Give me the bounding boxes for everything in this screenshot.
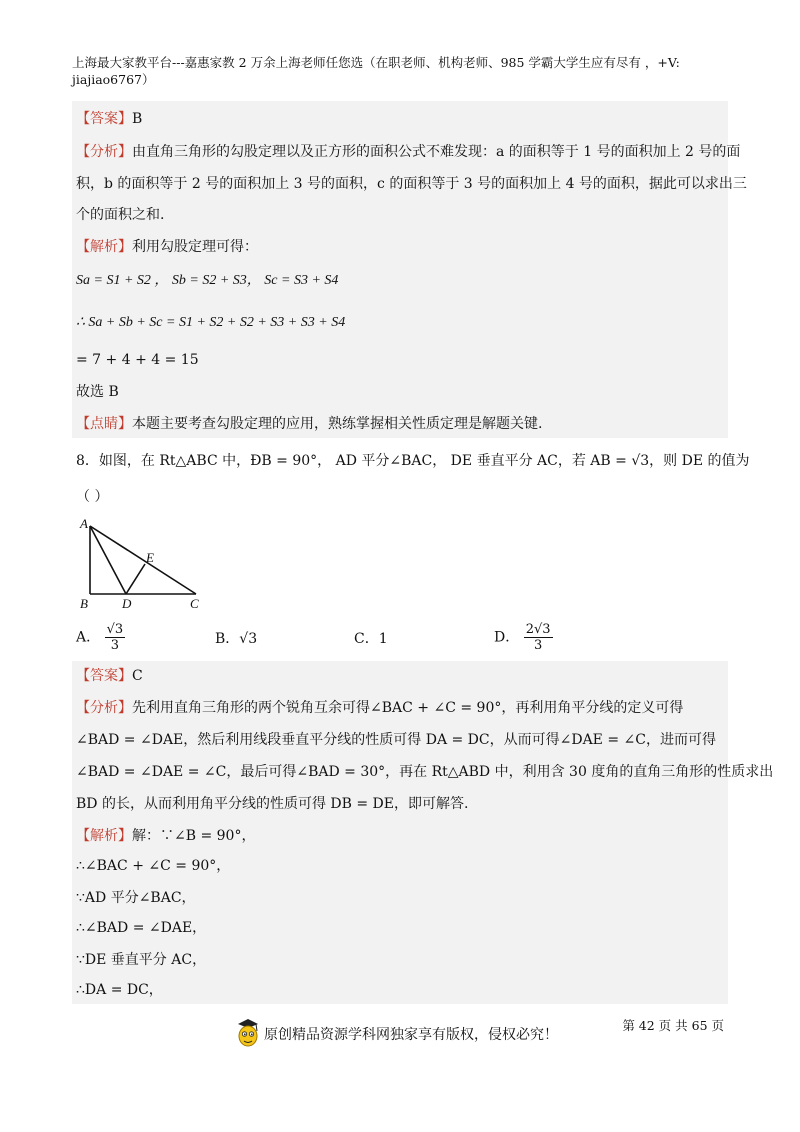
q8-solution-4: ∴∠BAD = ∠DAE， (76, 920, 207, 936)
q7-conclusion: 故选 B (76, 384, 119, 400)
option-b-value: √3 (239, 631, 258, 647)
q8-answer (76, 666, 143, 686)
q8-solution-3: ∵AD 平分∠BAC， (76, 890, 196, 906)
analysis-tag: 【分析】 (76, 700, 132, 716)
option-d-fraction (524, 622, 553, 653)
q7-eq3: = 7 + 4 + 4 = 15 (76, 352, 199, 368)
q7-eq1: Sa = S1 + S2 ， Sb = S2 + S3， Sc = S3 + S4 (76, 273, 339, 288)
option-d-den: 3 (533, 638, 543, 653)
label-D: D (122, 596, 132, 611)
q8-analysis-3: ∠BAD = ∠DAE = ∠C，最后可得∠BAD = 30°，再在 Rt△ABD 中，利用含 30 度角的直角三角形的性质求出 (76, 764, 774, 780)
q8-solution-1 (76, 826, 255, 846)
option-c-value: 1 (378, 631, 388, 647)
option-d (494, 622, 553, 653)
page-header (72, 54, 732, 88)
q8-analysis-1 (76, 698, 683, 718)
q7-answer (76, 109, 142, 129)
option-c (354, 629, 388, 649)
solution-intro: 利用勾股定理可得： (132, 239, 258, 255)
q7-analysis-2: 积，b 的面积等于 2 号的面积加上 3 号的面积，c 的面积等于 3 号的面积加上 4 号的面积，据此可以求出三 (76, 176, 747, 192)
analysis-tag: 【分析】 (76, 144, 132, 160)
option-a-label: A． (76, 629, 101, 646)
q7-analysis-1 (76, 142, 740, 162)
q8-solution-2: ∴∠BAC + ∠C = 90°， (76, 858, 231, 874)
option-c-label: C． (354, 631, 379, 647)
option-d-label: D． (494, 629, 520, 646)
label-B: B (80, 596, 88, 611)
header-line-1: 上海最大家教平台---嘉惠家教 2 万余上海老师任您选（在职老师、机构老师、985 学霸大学生应有尽有 ，+V: (72, 55, 680, 70)
option-a-num: √3 (106, 622, 124, 637)
q8-triangle-figure (74, 512, 214, 614)
q8-solution-5: ∵DE 垂直平分 AC， (76, 952, 207, 968)
option-b-label: B． (215, 631, 240, 647)
mascot-icon (234, 1016, 262, 1050)
option-a-fraction (105, 622, 126, 653)
footer-copyright: 原创精品资源学科网独家享有版权，侵权必究！ (264, 1027, 558, 1043)
answer-tag: 【答案】 (76, 111, 132, 127)
q8-analysis-2: ∠BAD = ∠DAE，然后利用线段垂直平分线的性质可得 DA = DC，从而可得∠DAE = ∠C，进而可得 (76, 732, 716, 748)
q8-analysis-4: BD 的长，从而利用角平分线的性质可得 DB = DE，即可解答. (76, 796, 469, 812)
q8-solution-6: ∴DA = DC， (76, 982, 163, 998)
label-A: A (80, 516, 88, 531)
q7-eq2: ∴ Sa + Sb + Sc = S1 + S2 + S2 + S3 + S3 + S4 (76, 315, 346, 330)
label-E: E (146, 550, 154, 565)
comment-text: 本题主要考查勾股定理的应用，熟练掌握相关性质定理是解题关键. (132, 416, 543, 432)
label-C: C (190, 596, 199, 611)
analysis-text: 由直角三角形的勾股定理以及正方形的面积公式不难发现：a 的面积等于 1 号的面积加上 2 号的面 (132, 144, 741, 160)
q7-comment (76, 414, 542, 434)
answer-value: B (132, 111, 143, 127)
option-b (215, 629, 257, 649)
option-d-num: 2√3 (525, 622, 551, 637)
option-a (76, 622, 125, 653)
solution-tag: 【解析】 (76, 828, 132, 844)
q7-solution (76, 237, 258, 257)
answer-value: C (132, 668, 143, 684)
header-line-2: jiajiao6767） (72, 72, 155, 87)
solution-tag: 【解析】 (76, 239, 132, 255)
option-a-den: 3 (110, 638, 119, 653)
q8-stem-2: （ ） (76, 489, 109, 505)
analysis-text: 先利用直角三角形的两个锐角互余可得∠BAC + ∠C = 90°，再利用角平分线的定义可得 (132, 700, 684, 716)
solution-step-1: 解：∵∠B = 90°， (132, 828, 256, 844)
q8-stem-1: 8．如图，在 Rt△ABC 中，ÐB = 90°， AD 平分∠BAC， DE 垂直平分 AC，若 AB = √3，则 DE 的值为 (76, 453, 750, 469)
answer-tag: 【答案】 (76, 668, 132, 684)
q7-analysis-3: 个的面积之和. (76, 207, 165, 223)
page-number: 第 42 页 共 65 页 (622, 1018, 724, 1033)
comment-tag: 【点睛】 (76, 416, 132, 432)
